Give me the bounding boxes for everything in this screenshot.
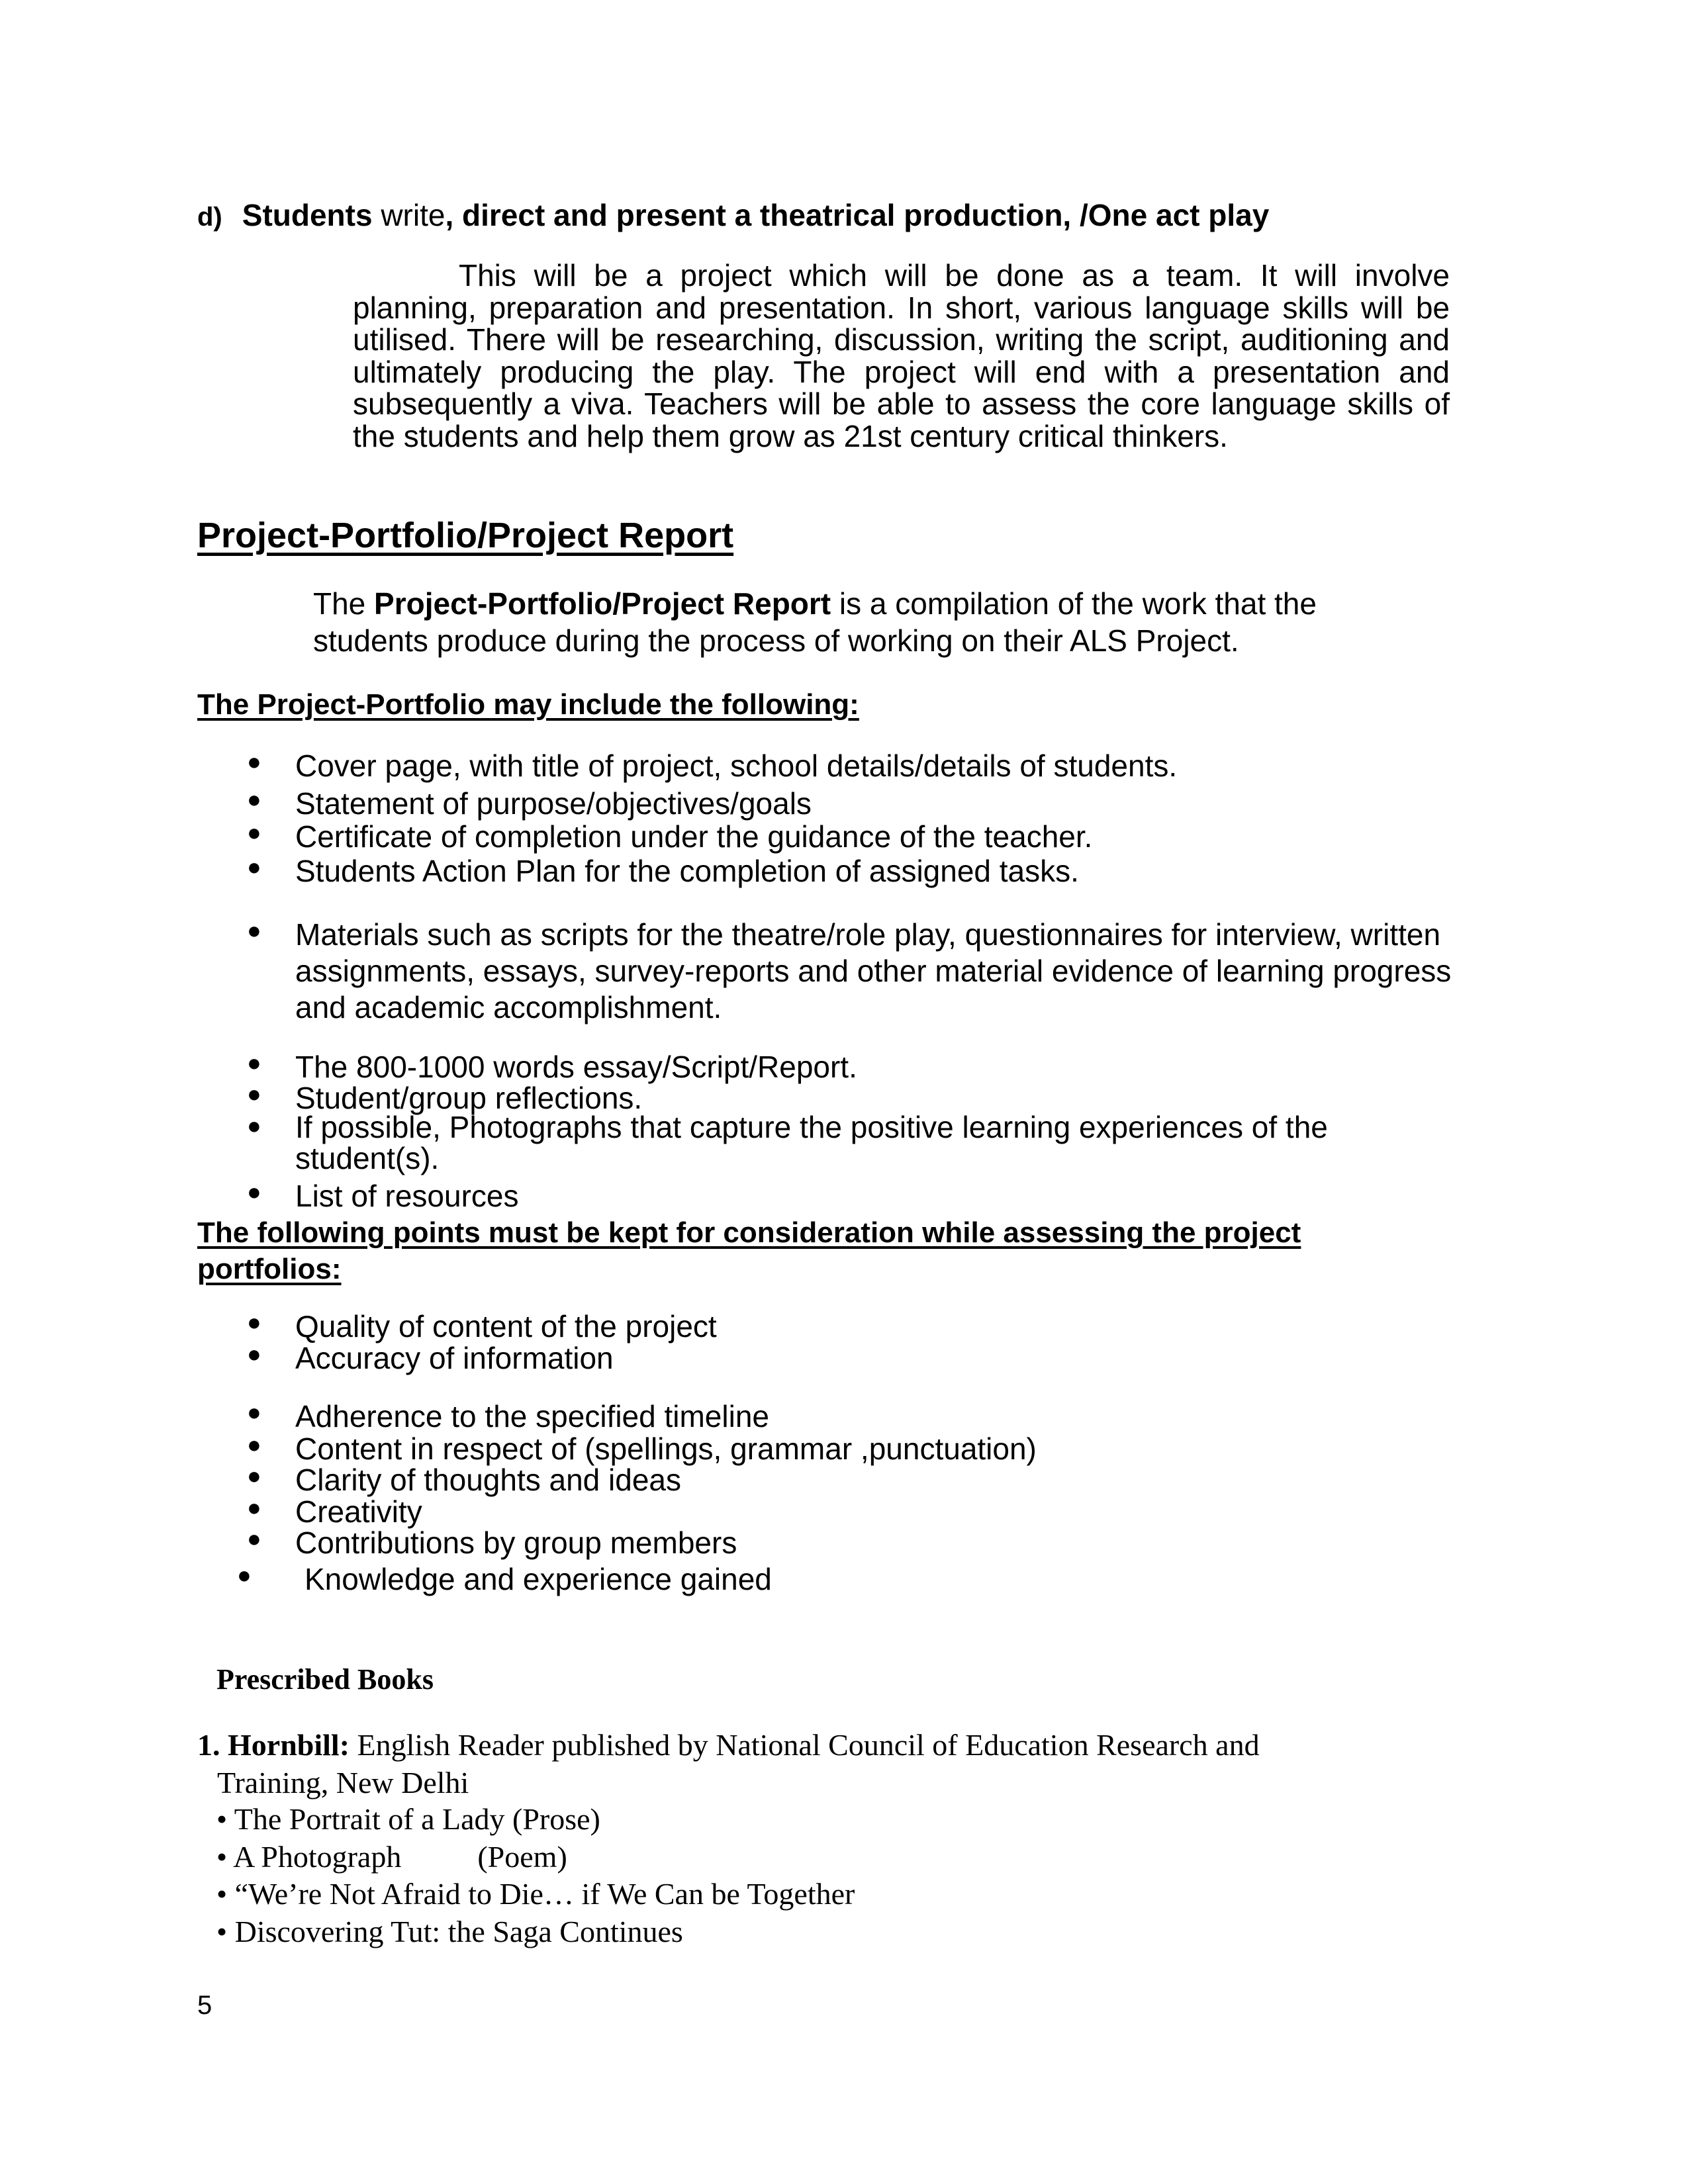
- list-item-text: The 800-1000 words essay/Script/Report.: [295, 1050, 857, 1084]
- list-item-text: If possible, Photographs that capture the positive learning experiences of the student(s).: [295, 1110, 1328, 1175]
- list-item-text: List of resources: [295, 1179, 519, 1213]
- bullet-icon: ●: [247, 1494, 261, 1521]
- bullet-icon: ●: [247, 1525, 261, 1552]
- bullet-icon: ●: [237, 1561, 252, 1588]
- list-item-text: Student/group reflections.: [295, 1081, 643, 1115]
- heading-bold-part: , direct and present a theatrical production, /One act play: [445, 198, 1270, 232]
- bullet-icon: ●: [247, 1112, 261, 1139]
- bullet-icon: ●: [247, 748, 261, 775]
- prescribed-books-heading: Prescribed Books: [216, 1663, 434, 1696]
- portfolio-intro: [313, 585, 1438, 659]
- list-item-text: Accuracy of information: [295, 1341, 614, 1375]
- list-item-text: Creativity: [295, 1494, 422, 1529]
- list-item-text: Clarity of thoughts and ideas: [295, 1463, 682, 1497]
- page-number: 5: [197, 1991, 212, 2020]
- section-label: d): [197, 203, 222, 232]
- hornbill-title: Hornbill:: [228, 1728, 350, 1762]
- bullet-icon: ●: [247, 1462, 261, 1489]
- intro-text: is a compilation of the work that the students produce during the process of working on their ALS Project.: [313, 586, 1317, 658]
- bullet-icon: ●: [247, 1398, 261, 1426]
- section-d-paragraph: [353, 259, 1450, 452]
- bullet-icon: ●: [247, 853, 261, 880]
- bullet-icon: ●: [247, 917, 261, 944]
- list-item-text: Knowledge and experience gained: [305, 1562, 772, 1596]
- include-heading: The Project-Portfolio may include the following:: [197, 688, 859, 721]
- list-item-text: Contributions by group members: [295, 1525, 737, 1560]
- paragraph-text: This will be a project which will be done as a team. It will involve planning, preparation and presentation. In short, various language skills will be utilised. There will be researching, discussion, writing the script, auditioning and ultimately producing the play. The project will end with a presentation and subsequently a viva. Teachers will be able to assess the core language skills of the students and help them grow as 21st century critical thinkers.: [353, 258, 1450, 453]
- hornbill-desc: English Reader published by National Council of Education Research and: [350, 1728, 1260, 1762]
- list-item-text: Statement of purpose/objectives/goals: [295, 786, 812, 821]
- hornbill-entry: [197, 1726, 1260, 1801]
- hornbill-number: 1.: [197, 1728, 220, 1762]
- intro-bold-text: Project-Portfolio/Project Report: [374, 586, 831, 621]
- list-item-text: Materials such as scripts for the theatre/role play, questionnaires for interview, written assignments, essays, survey-reports and other material evidence of learning progress and academic accomplishment.: [295, 917, 1452, 1024]
- bullet-icon: ●: [247, 786, 261, 813]
- assessment-heading: The following points must be kept for consideration while assessing the project portfolios:: [197, 1216, 1301, 1285]
- heading-normal-part: write: [372, 198, 445, 232]
- bullet-icon: ●: [247, 1340, 261, 1367]
- bullet-icon: ●: [247, 1178, 261, 1205]
- list-item-text: Cover page, with title of project, school details/details of students.: [295, 749, 1178, 783]
- list-item-text: Content in respect of (spellings, grammar ,punctuation): [295, 1432, 1037, 1466]
- bullet-icon: ●: [247, 1080, 261, 1107]
- bullet-icon: ●: [247, 1431, 261, 1458]
- portfolio-title: Project-Portfolio/Project Report: [197, 516, 734, 555]
- bullet-icon: ●: [247, 1049, 261, 1076]
- book-chapter: • Discovering Tut: the Saga Continues: [216, 1915, 683, 1948]
- list-item-text: Students Action Plan for the completion of assigned tasks.: [295, 854, 1079, 888]
- book-chapter: • “We’re Not Afraid to Die… if We Can be Together: [216, 1877, 855, 1911]
- list-item-text: Quality of content of the project: [295, 1309, 717, 1343]
- section-d-heading: [197, 197, 1269, 233]
- list-item-text: Adherence to the specified timeline: [295, 1399, 769, 1433]
- book-chapter: • The Portrait of a Lady (Prose): [216, 1802, 600, 1836]
- heading-bold-part: Students: [242, 198, 373, 232]
- list-item-text: Certificate of completion under the guidance of the teacher.: [295, 819, 1093, 854]
- book-chapter: • A Photograph (Poem): [216, 1840, 567, 1874]
- bullet-icon: ●: [247, 1308, 261, 1336]
- intro-text: The: [313, 586, 375, 621]
- bullet-icon: ●: [247, 819, 261, 846]
- hornbill-desc: Training, New Delhi: [217, 1766, 469, 1799]
